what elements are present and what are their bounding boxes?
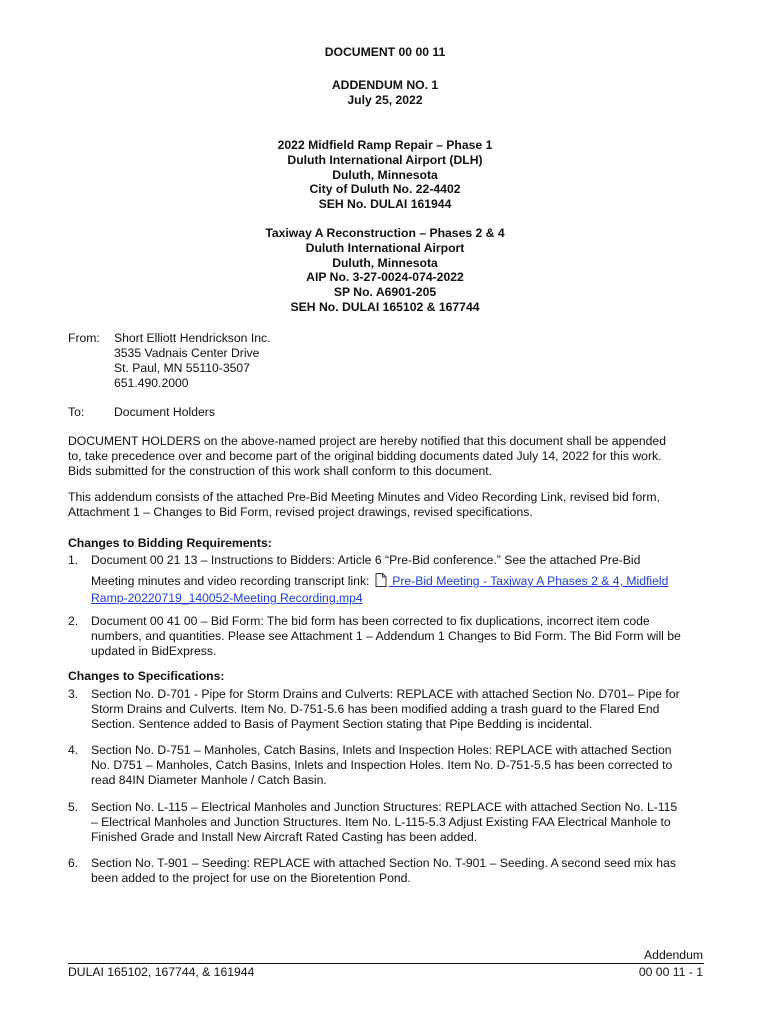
from-line: 3535 Vadnais Center Drive: [114, 346, 260, 360]
item-line: Storm Drains and Culverts. Item No. D-751-5.6 has been modified adding a trash guard to the Flared End: [91, 702, 660, 716]
project2-line: Duluth International Airport: [305, 240, 465, 255]
spec-item-5: [91, 800, 703, 845]
project2-line: SP No. A6901-205: [333, 285, 437, 300]
item-line: No. D751 – Manholes, Catch Basins, Inlets and Inspection Holes. Item No. D-751-5.5 has been corrected to: [91, 758, 673, 772]
bidding-item-2: [91, 614, 703, 659]
item-number: 4.: [68, 743, 79, 757]
item-number: 2.: [68, 614, 79, 628]
spec-item-4: [91, 743, 703, 788]
to-value: Document Holders: [114, 405, 215, 419]
project2-line: Duluth, Minnesota: [332, 255, 438, 270]
to-label: To:: [68, 405, 85, 419]
intro-line: DOCUMENT HOLDERS on the above-named project are hereby notified that this document shall be appended: [68, 434, 666, 448]
item-line-with-link: [91, 591, 703, 606]
summary-line: Attachment 1 – Changes to Bid Form, revised project drawings, revised specifications.: [68, 505, 533, 519]
item-line: – Electrical Manholes and Junction Structures. Item No. L-115-5.3 Adjust Existing FAA Electrical Manhole to: [91, 815, 671, 829]
item-line: Finished Grade and Install New Aircraft Rated Casting has been added.: [91, 830, 478, 844]
title-block: [60, 45, 710, 60]
footer-divider: [68, 963, 704, 964]
bidding-item-1: [91, 553, 703, 606]
project2-line: Taxiway A Reconstruction – Phases 2 & 4: [265, 226, 505, 240]
item-line: Document 00 41 00 – Bid Form: The bid form has been corrected to fix duplications, incorrect item code: [91, 614, 650, 628]
intro-paragraph: [68, 434, 704, 479]
document-icon: [375, 573, 387, 591]
item-line: numbers, and quantities. Please see Attachment 1 – Addendum 1 Changes to Bid Form. The Bid Form will be: [91, 629, 681, 643]
recording-link-continued[interactable]: Ramp-20220719_140052-Meeting Recording.mp4: [91, 591, 363, 605]
summary-line: This addendum consists of the attached Pre-Bid Meeting Minutes and Video Recording Link, revised bid form,: [68, 490, 660, 504]
project1-line: City of Duluth No. 22-4402: [309, 182, 461, 197]
item-line: Section No. L-115 – Electrical Manholes and Junction Structures: REPLACE with attached Section No. L-115: [91, 800, 678, 814]
addendum-date: July 25, 2022: [347, 92, 423, 107]
addendum-number: ADDENDUM NO. 1: [331, 78, 439, 92]
from-line: Short Elliott Hendrickson Inc.: [114, 331, 271, 345]
from-address: [114, 331, 270, 391]
item-number: 3.: [68, 687, 79, 701]
item-line: been added to the project for use on the Bioretention Pond.: [91, 871, 411, 885]
intro-line: Bids submitted for the construction of this work shall conform to this document.: [68, 464, 493, 478]
item-number: 5.: [68, 800, 79, 814]
item-line: Document 00 21 13 – Instructions to Bidders: Article 6 “Pre-Bid conference.” See the attached Pre-Bid: [91, 553, 641, 567]
spec-item-6: [91, 856, 703, 886]
summary-paragraph: [68, 490, 704, 520]
from-line: 651.490.2000: [114, 376, 189, 390]
bidding-heading: Changes to Bidding Requirements:: [68, 536, 272, 550]
from-line: St. Paul, MN 55110-3507: [114, 361, 250, 375]
doc-title: DOCUMENT 00 00 11: [324, 45, 446, 59]
footer-addendum: Addendum: [644, 948, 703, 962]
specs-heading: Changes to Specifications:: [68, 669, 225, 683]
project1-line: Duluth International Airport (DLH): [287, 152, 483, 167]
spec-item-3: [91, 687, 703, 732]
footer-project-numbers: DULAI 165102, 167744, & 161944: [68, 965, 255, 979]
project-block-1: [60, 138, 710, 212]
item-line: updated in BidExpress.: [91, 644, 217, 658]
item-number: 6.: [68, 856, 79, 870]
project1-line: 2022 Midfield Ramp Repair – Phase 1: [277, 138, 493, 152]
project2-line: SEH No. DULAI 165102 & 167744: [290, 299, 480, 314]
project2-line: AIP No. 3-27-0024-074-2022: [306, 270, 464, 285]
item-line: Section No. D-751 – Manholes, Catch Basins, Inlets and Inspection Holes: REPLACE with attached Section: [91, 743, 672, 757]
item-line: Section No. D-701 - Pipe for Storm Drains and Culverts: REPLACE with attached Section No. D701– Pipe for: [91, 687, 680, 701]
item-line-with-link: [91, 573, 703, 591]
project1-line: Duluth, Minnesota: [332, 167, 438, 182]
from-label: From:: [68, 331, 100, 345]
item-number: 1.: [68, 553, 79, 567]
item-line: read 84IN Diameter Manhole / Catch Basin.: [91, 773, 327, 787]
intro-line: to, take precedence over and become part of the original bidding documents dated July 14, 2022 for this work.: [68, 449, 662, 463]
project1-line: SEH No. DULAI 161944: [318, 197, 452, 212]
footer-page-number: 00 00 11 - 1: [638, 965, 703, 979]
recording-link[interactable]: Pre-Bid Meeting - Taxiway A Phases 2 & 4, Midfield: [388, 574, 669, 588]
item-line: Meeting minutes and video recording transcript link:: [91, 574, 370, 588]
item-line: Section. Sentence added to Basis of Payment Section stating that Pipe Bedding is incidental.: [91, 717, 593, 731]
addendum-block: [60, 78, 710, 108]
item-line: Section No. T-901 – Seeding: REPLACE with attached Section No. T-901 – Seeding. A second seed mix has: [91, 856, 676, 870]
project-block-2: [60, 226, 710, 315]
